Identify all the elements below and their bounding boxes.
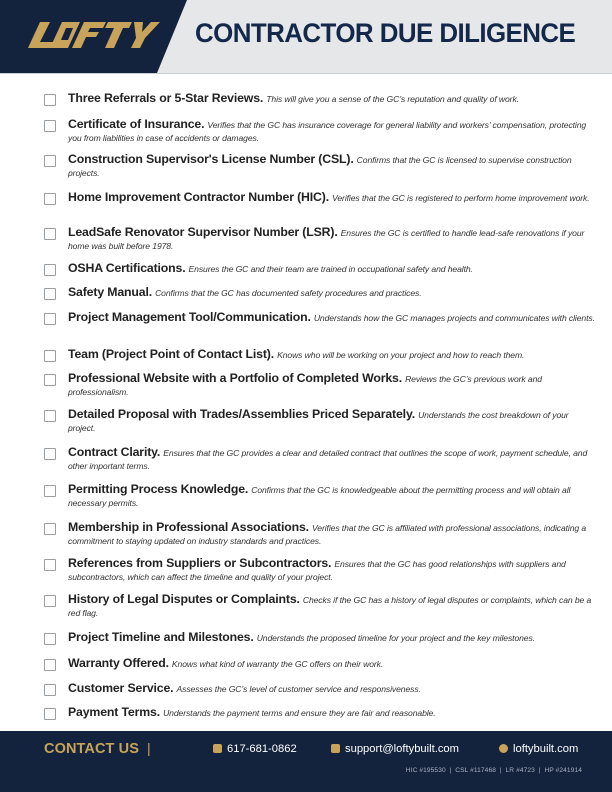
checkbox[interactable]	[44, 350, 56, 362]
checklist-item-title: Certificate of Insurance.	[68, 117, 205, 131]
email-contact[interactable]	[331, 743, 459, 755]
checklist-item-title: Home Improvement Contractor Number (HIC).	[68, 190, 329, 204]
checklist-item-description: This will give you a sense of the GC’s reputation and quality of work.	[266, 94, 519, 104]
checklist-item-text	[68, 593, 598, 620]
checklist-item-title: Project Management Tool/Communication.	[68, 310, 311, 324]
checklist-item-title: Permitting Process Knowledge.	[68, 482, 249, 496]
checklist-item-title: Safety Manual.	[68, 285, 153, 299]
page-title: CONTRACTOR DUE DILIGENCE	[195, 18, 576, 48]
checklist-item-description: Ensures the GC is certified to handle lead-safe renovations if your home was built before 1978.	[68, 228, 585, 251]
checklist-item	[44, 593, 598, 620]
checklist-item-title: Membership in Professional Associations.	[68, 520, 309, 534]
checklist-item-title: References from Suppliers or Subcontractors.	[68, 556, 332, 570]
checklist-item-text	[68, 483, 598, 510]
checklist-item-title: Construction Supervisor's License Number (CSL).	[68, 152, 354, 166]
checklist-item-description: Understands the cost breakdown of your project.	[68, 410, 569, 433]
checklist-item-text	[68, 191, 598, 205]
checklist-item	[44, 348, 598, 362]
phone-icon	[213, 744, 222, 753]
checklist-item	[44, 372, 598, 399]
license-numbers: HIC #195530 | CSL #117468 | LR #4723 | HP #241914	[405, 767, 582, 774]
checkbox[interactable]	[44, 559, 56, 571]
checklist-item	[44, 682, 598, 696]
checkbox[interactable]	[44, 523, 56, 535]
checklist-item	[44, 706, 598, 720]
checklist-item-text	[68, 372, 598, 399]
checklist-item-description: Confirms that the GC has documented safety procedures and practices.	[155, 288, 422, 298]
checklist-item-title: LeadSafe Renovator Supervisor Number (LSR).	[68, 225, 338, 239]
checklist-item	[44, 311, 598, 325]
globe-icon	[499, 744, 508, 753]
checklist-item-text	[68, 682, 598, 696]
checklist-item-text	[68, 348, 598, 362]
checklist-item	[44, 557, 598, 584]
checklist-item-text	[68, 521, 598, 548]
checklist-item-description: Knows what kind of warranty the GC offers on their work.	[171, 659, 384, 669]
checkbox[interactable]	[44, 155, 56, 167]
checklist-item-title: Team (Project Point of Contact List).	[68, 347, 275, 361]
checklist-item	[44, 657, 598, 671]
checkbox[interactable]	[44, 410, 56, 422]
checklist-item-text	[68, 557, 598, 584]
checkbox[interactable]	[44, 374, 56, 386]
checklist-item-description: Verifies that the GC is registered to perform home improvement work.	[332, 193, 590, 203]
checkbox[interactable]	[44, 595, 56, 607]
mail-icon	[331, 744, 340, 753]
checklist-item	[44, 153, 598, 180]
checklist-item-title: Detailed Proposal with Trades/Assemblies Priced Separately.	[68, 407, 415, 421]
checkbox[interactable]	[44, 313, 56, 325]
phone-contact[interactable]	[213, 743, 297, 755]
checklist-item-description: Ensures the GC and their team are trained in occupational safety and health.	[188, 264, 473, 274]
checklist-item-text	[68, 118, 598, 145]
checklist-item-text	[68, 706, 598, 720]
header	[0, 0, 612, 73]
checklist-item-description: Knows who will be working on your project and how to reach them.	[277, 350, 525, 360]
checkbox[interactable]	[44, 485, 56, 497]
checkbox[interactable]	[44, 228, 56, 240]
checklist-item-title: Warranty Offered.	[68, 656, 169, 670]
checklist-item-description: Checks if the GC has a history of legal disputes or complaints, which can be a red flag.	[68, 595, 592, 618]
footer	[0, 731, 612, 792]
checkbox[interactable]	[44, 120, 56, 132]
email-address: support@loftybuilt.com	[345, 743, 459, 755]
checkbox[interactable]	[44, 448, 56, 460]
checklist-item-description: Confirms that the GC is licensed to supervise construction projects.	[68, 155, 572, 178]
checkbox[interactable]	[44, 193, 56, 205]
checklist-item	[44, 631, 598, 645]
checklist-item	[44, 191, 598, 205]
checklist-item-description: Ensures that the GC has good relationships with suppliers and subcontractors, which can affect the timeline and quality of your project.	[68, 559, 566, 582]
checklist-item-title: Customer Service.	[68, 681, 174, 695]
website-url: loftybuilt.com	[513, 743, 579, 755]
checklist-item-text	[68, 657, 598, 671]
checklist-item-description: Reviews the GC’s previous work and professionalism.	[68, 374, 542, 397]
contact-separator: |	[147, 740, 151, 756]
checkbox[interactable]	[44, 633, 56, 645]
header-divider	[0, 73, 612, 74]
checklist-item-text	[68, 153, 598, 180]
checklist-item-description: Confirms that the GC is knowledgeable about the permitting process and will obtain all necessary permits.	[68, 485, 571, 508]
checklist-item-title: OSHA Certifications.	[68, 261, 186, 275]
checkbox[interactable]	[44, 659, 56, 671]
checklist-item-title: Professional Website with a Portfolio of Completed Works.	[68, 371, 402, 385]
checklist-item-text	[68, 226, 598, 253]
checklist-item	[44, 446, 598, 473]
checklist-item-title: Contract Clarity.	[68, 445, 161, 459]
checklist-item	[44, 226, 598, 253]
lofty-logo	[28, 20, 160, 50]
checklist-item-text	[68, 286, 598, 300]
checklist-item	[44, 483, 598, 510]
checklist-item	[44, 408, 598, 435]
checklist-item-text	[68, 92, 598, 106]
phone-number: 617-681-0862	[227, 743, 297, 755]
checklist-item-description: Understands the payment terms and ensure they are fair and reasonable.	[163, 708, 436, 718]
checklist-item	[44, 286, 598, 300]
checklist-item-description: Understands how the GC manages projects and communicates with clients.	[313, 313, 595, 323]
checkbox[interactable]	[44, 288, 56, 300]
checklist-item	[44, 118, 598, 145]
checklist-item-text	[68, 408, 598, 435]
checklist-item-text	[68, 311, 598, 325]
checklist-item-description: Assesses the GC’s level of customer service and responsiveness.	[176, 684, 421, 694]
checklist-item-text	[68, 631, 598, 645]
checklist-item	[44, 262, 598, 276]
checklist-item	[44, 92, 598, 106]
contact-us-label: CONTACT US	[44, 741, 139, 757]
website-link[interactable]	[499, 743, 578, 755]
checklist-item-description: Understands the proposed timeline for your project and the key milestones.	[256, 633, 535, 643]
checkbox[interactable]	[44, 708, 56, 720]
checklist-item-text	[68, 446, 598, 473]
checkbox[interactable]	[44, 684, 56, 696]
checkbox[interactable]	[44, 94, 56, 106]
checklist-item-title: History of Legal Disputes or Complaints.	[68, 592, 300, 606]
checklist-item-description: Verifies that the GC has insurance coverage for general liability and workers’ compensation, protecting you from liabilities in case of accidents or damages.	[68, 120, 587, 143]
checklist-item-description: Verifies that the GC is affiliated with professional associations, indicating a commitment to staying updated on industry standards and practices.	[68, 523, 587, 546]
checklist-item-title: Project Timeline and Milestones.	[68, 630, 254, 644]
checklist-item	[44, 521, 598, 548]
checkbox[interactable]	[44, 264, 56, 276]
checklist-item-title: Payment Terms.	[68, 705, 160, 719]
checklist-item-title: Three Referrals or 5-Star Reviews.	[68, 91, 264, 105]
checklist-item-description: Ensures that the GC provides a clear and detailed contract that outlines the scope of work, payment schedule, and other important terms.	[68, 448, 588, 471]
checklist-item-text	[68, 262, 598, 276]
